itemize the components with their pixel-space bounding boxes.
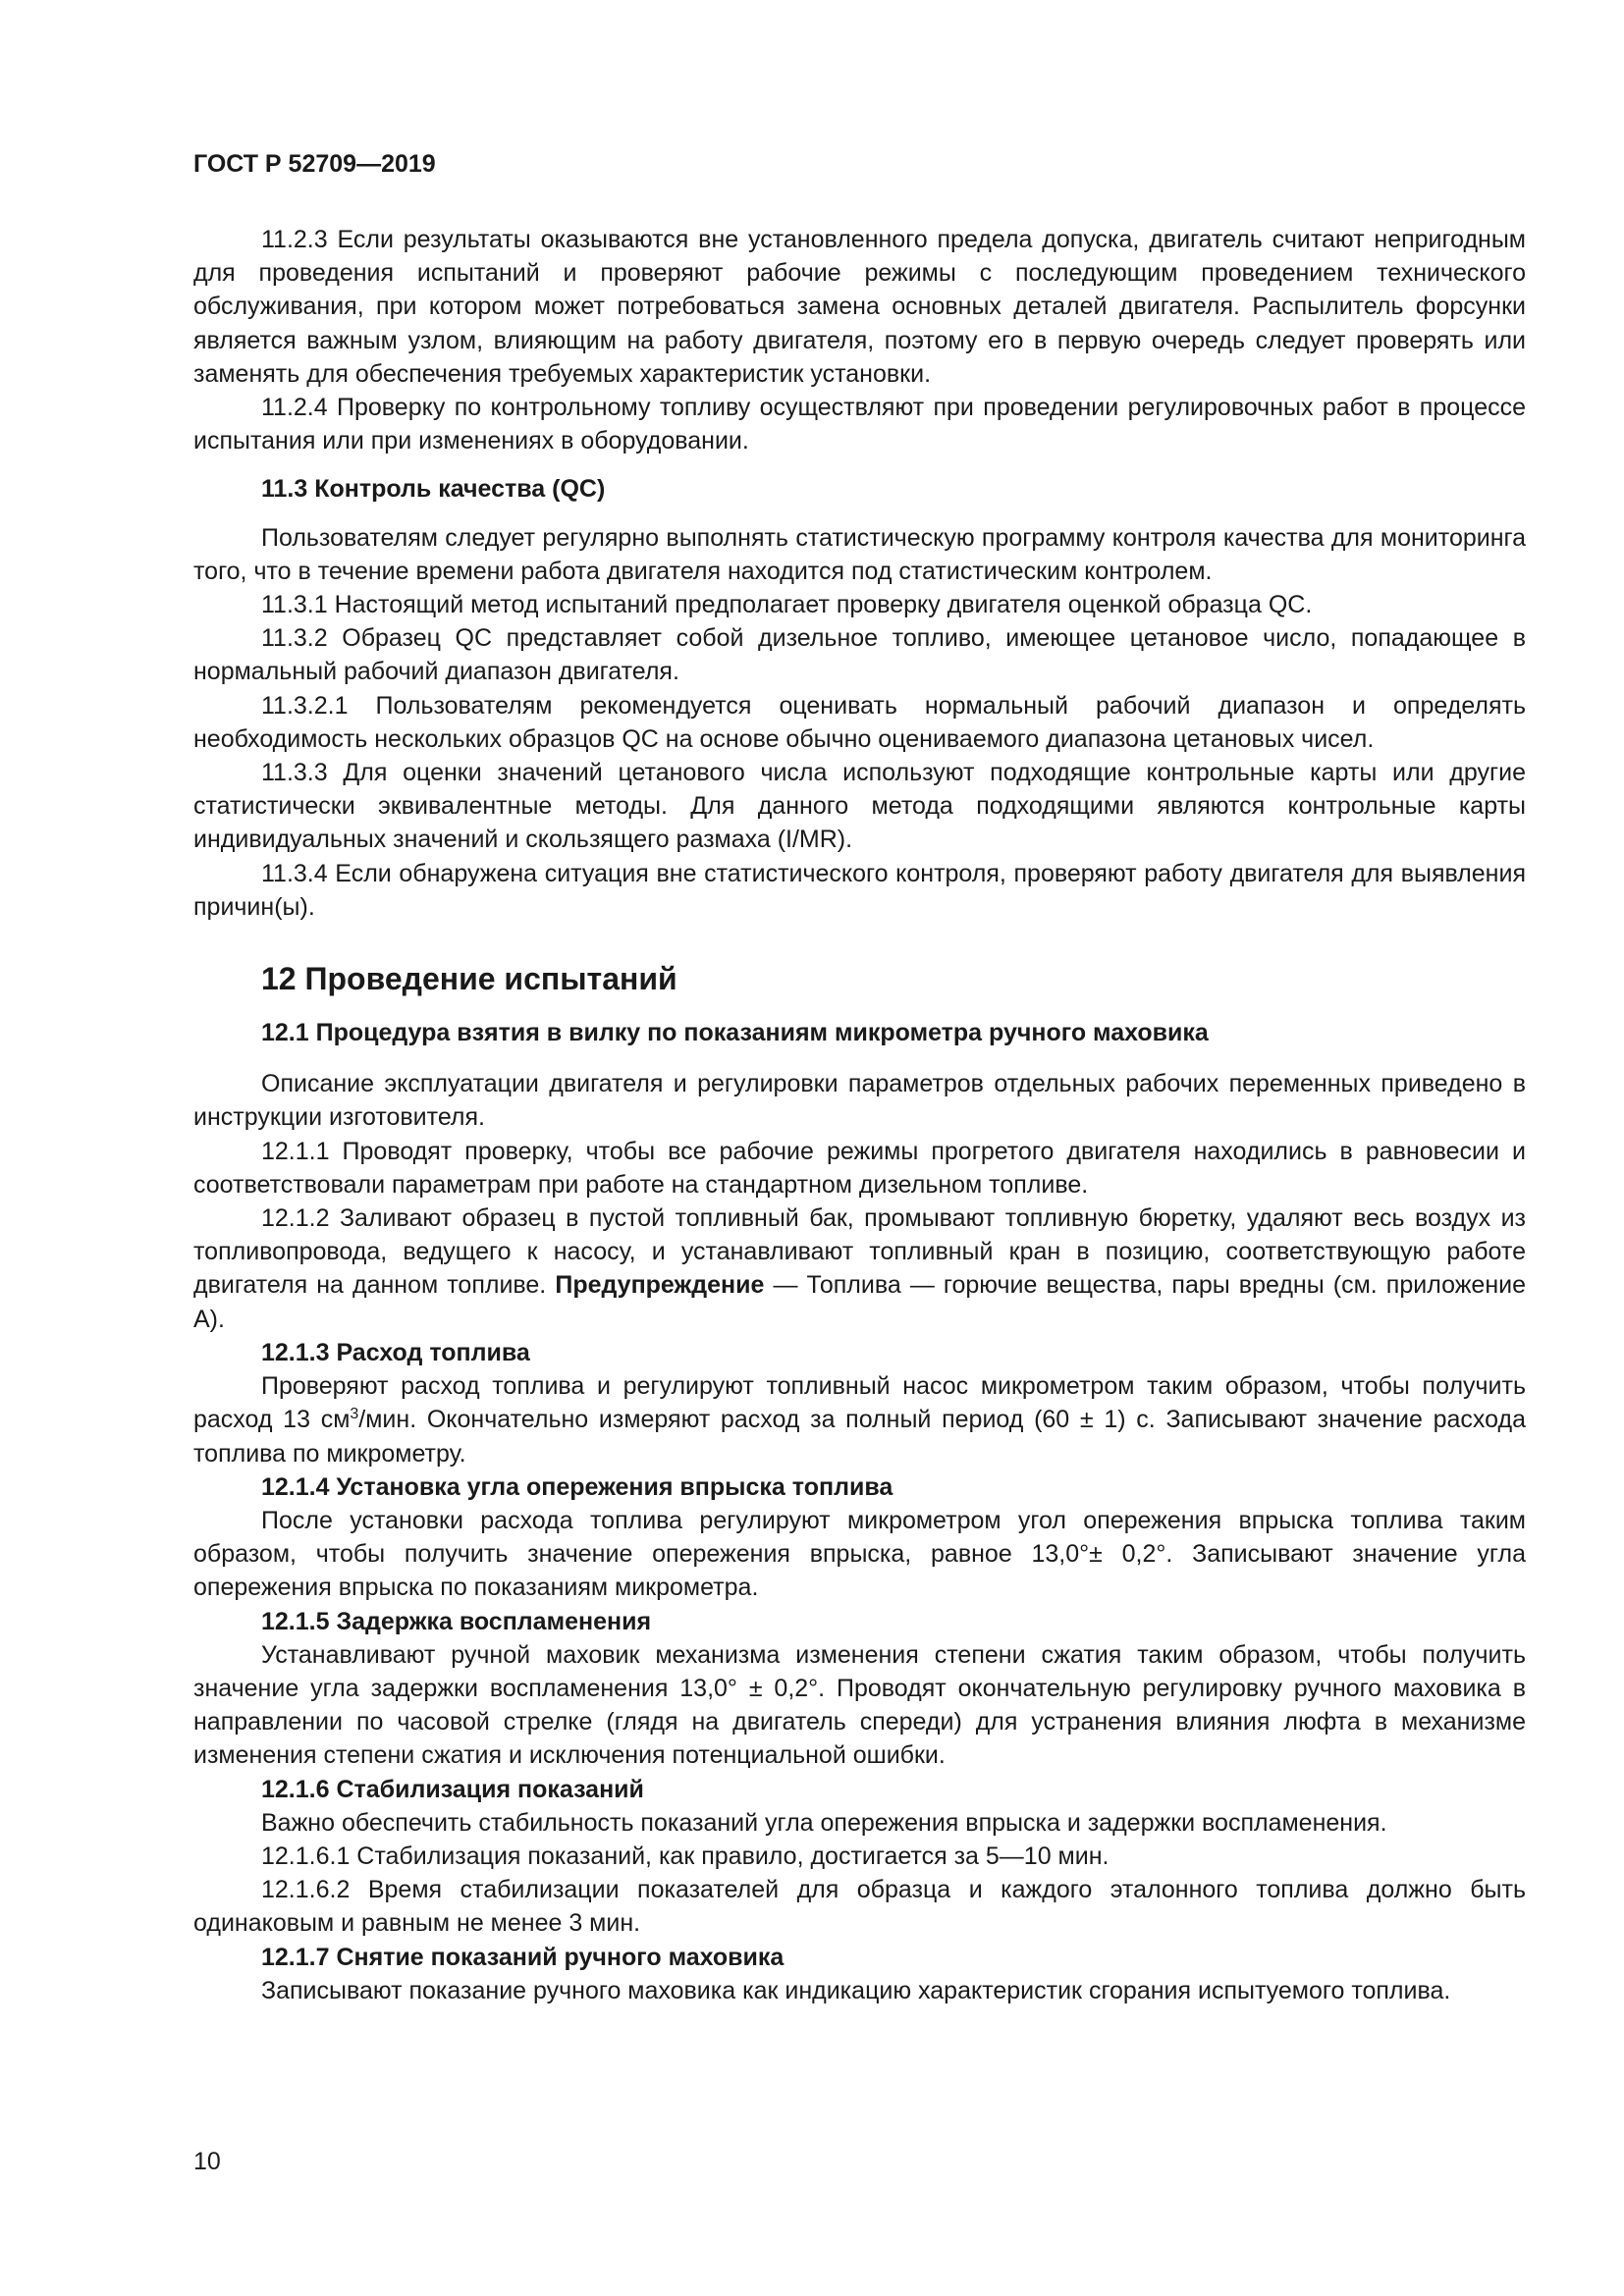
heading-12-1-4: 12.1.4 Установка угла опережения впрыска топлива	[261, 1472, 893, 1501]
paragraph-12-1-6-2: 12.1.6.2 Время стабилизации показателей для образца и каждого эталонного топлива должно быть одинаковым и равным не менее 3 мин.	[193, 1876, 1526, 1938]
paragraph-11-3-2-1: 11.3.2.1 Пользователям рекомендуется оценивать нормальный рабочий диапазон и определять необходимость нескольких образцов QC на основе обычно оцениваемого диапазона цетановых чисел.	[193, 691, 1526, 753]
heading-12-1-3: 12.1.3 Расход топлива	[261, 1338, 530, 1366]
document-header: ГОСТ Р 52709—2019	[193, 150, 436, 178]
paragraph-12-1-1: 12.1.1 Проводят проверку, чтобы все рабочие режимы прогретого двигателя находились в равновесии и соответствовали параметрам при работе на стандартном дизельном топливе.	[193, 1137, 1526, 1199]
paragraph-12-1-5: Устанавливают ручной маховик механизма изменения степени сжатия таким образом, чтобы получить значение угла задержки воспламенения 13,0° ± 0,2°. Проводят окончательную регулировку ручного маховика в направлении по часовой стрелке (глядя на двигатель спереди) для устранения влияния люфта в механизме изменения степени сжатия и исключения потенциальной ошибки.	[193, 1640, 1526, 1770]
paragraph-12-1-6-1: 12.1.6.1 Стабилизация показаний, как правило, достигается за 5—10 мин.	[261, 1842, 1110, 1870]
paragraph-11-3-2: 11.3.2 Образец QC представляет собой дизельное топливо, имеющее цетановое число, попадающее в нормальный рабочий диапазон двигателя.	[193, 624, 1526, 686]
paragraph-12-1-3	[193, 1369, 1526, 1470]
paragraph-12-1-intro: Описание эксплуатации двигателя и регулировки параметров отдельных рабочих переменных приведено в инструкции изготовителя.	[193, 1070, 1526, 1132]
paragraph-11-3-3: 11.3.3 Для оценки значений цетанового числа используют подходящие контрольные карты или другие статистически эквивалентные методы. Для данного метода подходящими являются контрольные карты индивидуальных значений и скользящего размаха (I/MR).	[193, 759, 1526, 854]
heading-12-1-7: 12.1.7 Снятие показаний ручного маховика	[261, 1943, 785, 1971]
paragraph-12-1-3-text-a: Проверяют расход топлива и регулируют топливный насос микрометром таким образом, чтобы получить расход 13 см	[193, 1372, 1526, 1434]
paragraph-12-1-7: Записывают показание ручного маховика как индикацию характеристик сгорания испытуемого топлива.	[261, 1976, 1451, 2004]
paragraph-12-1-2-text: 12.1.2 Заливают образец в пустой топливный бак, промывают топливную бюретку, удаляют весь воздух из топливопровода, ведущего к насосу, и устанавливают топливный кран в позицию, соответствующую работе двигателя на данном топливе.	[193, 1204, 1526, 1300]
paragraph-11-3-4: 11.3.4 Если обнаружена ситуация вне статистического контроля, проверяют работу двигателя для выявления причин(ы).	[193, 859, 1526, 921]
paragraph-11-2-3: 11.2.3 Если результаты оказываются вне установленного предела допуска, двигатель считают непригодным для проведения испытаний и проверяют рабочие режимы с последующим проведением технического обслуживания, при котором может потребоваться замена основных деталей двигателя. Распылитель форсунки является важным узлом, влияющим на работу двигателя, поэтому его в первую очередь следует проверять или заменять для обеспечения требуемых характеристик установки.	[193, 226, 1526, 388]
page-number: 10	[193, 2148, 221, 2175]
paragraph-11-2-4: 11.2.4 Проверку по контрольному топливу осуществляют при проведении регулировочных работ в процессе испытания или при изменениях в оборудовании.	[193, 394, 1526, 455]
paragraph-12-1-4: После установки расхода топлива регулируют микрометром угол опережения впрыска топлива таким образом, чтобы получить значение опережения впрыска, равное 13,0°± 0,2°. Записывают значение угла опережения впрыска по показаниям микрометра.	[193, 1506, 1526, 1602]
paragraph-12-1-6: Важно обеспечить стабильность показаний угла опережения впрыска и задержки воспламенения.	[261, 1808, 1387, 1837]
paragraph-11-3-intro: Пользователям следует регулярно выполнять статистическую программу контроля качества для мониторинга того, что в течение времени работа двигателя находится под статистическим контролем.	[193, 523, 1526, 585]
heading-12-1: 12.1 Процедура взятия в вилку по показаниям микрометра ручного маховика	[261, 1019, 1209, 1047]
superscript-3: 3	[350, 1406, 359, 1423]
heading-12-1-5: 12.1.5 Задержка воспламенения	[261, 1607, 652, 1635]
heading-12-1-6: 12.1.6 Стабилизация показаний	[261, 1775, 644, 1803]
paragraph-11-3-1: 11.3.1 Настоящий метод испытаний предполагает проверку двигателя оценкой образца QC.	[261, 591, 1313, 619]
warning-text: — Топлива — горючие вещества, пары вредны (см. приложение А).	[193, 1271, 1526, 1333]
heading-11-3: 11.3 Контроль качества (QC)	[261, 475, 606, 504]
paragraph-12-1-2	[193, 1201, 1526, 1336]
paragraph-12-1-3-text-b: /мин. Окончательно измеряют расход за полный период (60 ± 1) с. Записывают значение расхода топлива по микрометру.	[193, 1406, 1526, 1468]
warning-label: Предупреждение	[555, 1271, 765, 1300]
document-body	[193, 223, 1526, 2007]
section-heading-12: 12 Проведение испытаний	[261, 961, 677, 997]
